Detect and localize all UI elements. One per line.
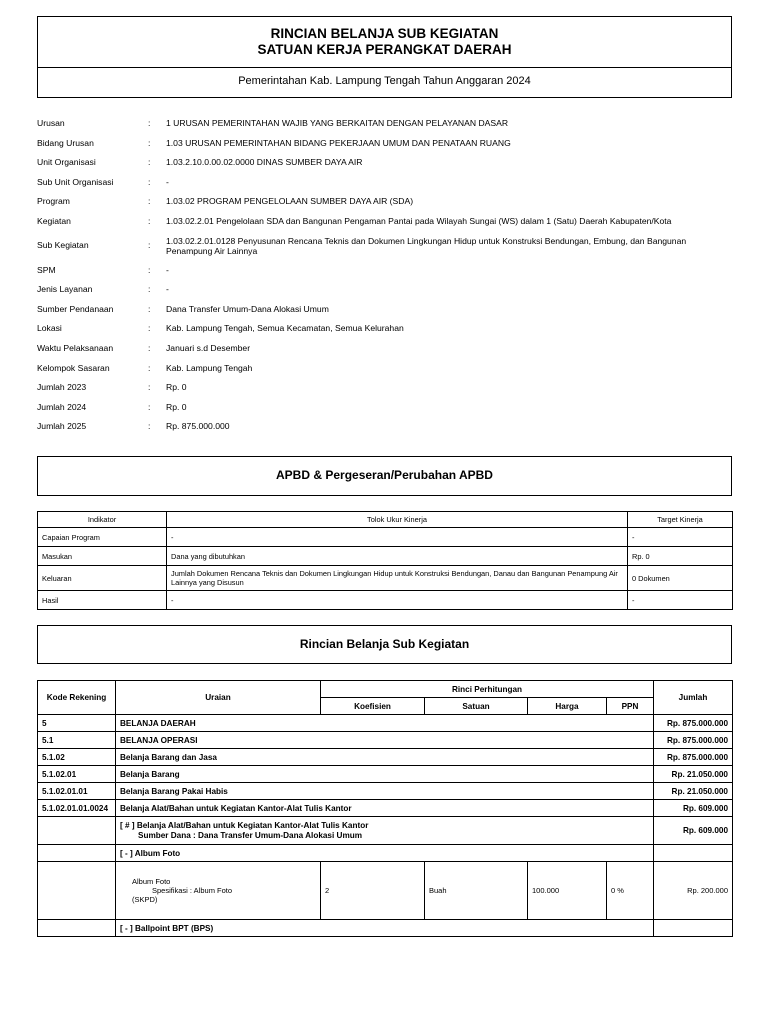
kode-cell: 5.1.02: [38, 749, 116, 766]
empty-kode-cell: [38, 845, 116, 862]
info-label: Jumlah 2023: [37, 382, 87, 392]
table-row: [38, 715, 733, 732]
kode-cell: 5: [38, 715, 116, 732]
info-colon: :: [148, 343, 151, 353]
info-label: Unit Organisasi: [37, 157, 96, 167]
uraian-cell: Belanja Alat/Bahan untuk Kegiatan Kantor-Alat Tulis Kantor: [116, 800, 654, 817]
tolok-ukur-cell: -: [167, 528, 628, 547]
table-row: [38, 783, 733, 800]
info-value: Rp. 0: [166, 382, 187, 392]
info-value: Rp. 0: [166, 402, 187, 412]
info-value: 1.03.2.10.0.00.02.0000 DINAS SUMBER DAYA AIR: [166, 157, 363, 167]
info-colon: :: [148, 196, 151, 206]
item-detail-row: [38, 862, 733, 920]
title-line-1: RINCIAN BELANJA SUB KEGIATAN: [270, 26, 499, 41]
indikator-cell: Hasil: [38, 591, 167, 610]
info-colon: :: [148, 363, 151, 373]
info-colon: :: [148, 323, 151, 333]
header-uraian: Uraian: [116, 681, 321, 715]
item-spec: Spesifikasi : Album Foto: [152, 886, 233, 895]
header-ppn: PPN: [607, 698, 654, 715]
info-value: 1.03.02.2.01 Pengelolaan SDA dan Bangunan Pengaman Pantai pada Wilayah Sungai (WS) dalam 1 (Satu) Daerah Kabupaten/Kota: [166, 216, 672, 226]
empty-jumlah-cell: [654, 920, 733, 937]
group-sumber-dana: Sumber Dana : Dana Transfer Umum-Dana Alokasi Umum: [138, 830, 362, 840]
tolok-ukur-cell: Dana yang dibutuhkan: [167, 547, 628, 566]
kode-cell: 5.1: [38, 732, 116, 749]
table-row: [38, 800, 733, 817]
kode-cell: 5.1.02.01.01.0024: [38, 800, 116, 817]
header-koefisien: Koefisien: [321, 698, 425, 715]
item-harga-cell: 100.000: [528, 862, 607, 920]
rincian-section-title: Rincian Belanja Sub Kegiatan: [37, 625, 732, 664]
uraian-cell: Belanja Barang dan Jasa: [116, 749, 654, 766]
header-satuan: Satuan: [425, 698, 528, 715]
item-koefisien-cell: 2: [321, 862, 425, 920]
header-rinci-perhitungan: Rinci Perhitungan: [321, 681, 654, 698]
table-row: [38, 591, 733, 610]
info-colon: :: [148, 421, 151, 431]
table-row: [38, 547, 733, 566]
info-label: Bidang Urusan: [37, 138, 94, 148]
indikator-cell: Masukan: [38, 547, 167, 566]
uraian-cell: Belanja Barang Pakai Habis: [116, 783, 654, 800]
info-value: Dana Transfer Umum-Dana Alokasi Umum: [166, 304, 329, 314]
title-divider: [38, 67, 731, 68]
header-kode-rekening: Kode Rekening: [38, 681, 116, 715]
info-value: Januari s.d Desember: [166, 343, 251, 353]
group-jumlah-cell: Rp. 609.000: [654, 817, 733, 845]
group-row: [38, 817, 733, 845]
info-label: Urusan: [37, 118, 65, 128]
jumlah-cell: Rp. 609.000: [654, 800, 733, 817]
info-value: 1.03.02 PROGRAM PENGELOLAAN SUMBER DAYA AIR (SDA): [166, 196, 414, 206]
indikator-cell: Keluaran: [38, 566, 167, 591]
uraian-cell: BELANJA DAERAH: [116, 715, 654, 732]
info-label: Jumlah 2025: [37, 421, 87, 431]
item-header-row: [38, 920, 733, 937]
tolok-ukur-cell: Jumlah Dokumen Rencana Teknis dan Dokumen Lingkungan Hidup untuk Konstruksi Bendungan, Danau dan Bangunan Penampung Air Lainnya yang Disusun: [167, 566, 628, 591]
document-subtitle: Pemerintahan Kab. Lampung Tengah Tahun Anggaran 2024: [238, 75, 531, 87]
target-cell: 0 Dokumen: [628, 566, 733, 591]
info-label: Kegiatan: [37, 216, 71, 226]
empty-jumlah-cell: [654, 845, 733, 862]
info-colon: :: [148, 265, 151, 275]
info-colon: :: [148, 138, 151, 148]
tolok-ukur-cell: -: [167, 591, 628, 610]
group-title: [ # ] Belanja Alat/Bahan untuk Kegiatan Kantor-Alat Tulis Kantor: [120, 820, 369, 830]
title-box: [37, 16, 732, 98]
jumlah-cell: Rp. 875.000.000: [654, 732, 733, 749]
table-row: [38, 749, 733, 766]
indikator-table: [37, 511, 733, 610]
apbd-section-title: APBD & Pergeseran/Perubahan APBD: [37, 456, 732, 496]
info-value: -: [166, 284, 169, 294]
info-label: Waktu Pelaksanaan: [37, 343, 114, 353]
table-row: [38, 528, 733, 547]
info-label: Sub Unit Organisasi: [37, 177, 114, 187]
item-satuan-cell: Buah: [425, 862, 528, 920]
info-value: Kab. Lampung Tengah, Semua Kecamatan, Semua Kelurahan: [166, 323, 404, 333]
jumlah-cell: Rp. 21.050.000: [654, 766, 733, 783]
info-colon: :: [148, 216, 151, 226]
item-header-cell: [ - ] Ballpoint BPT (BPS): [116, 920, 654, 937]
item-uraian-cell: [116, 862, 321, 920]
table-row: [38, 566, 733, 591]
header-harga: Harga: [528, 698, 607, 715]
table-row: [38, 732, 733, 749]
info-value: -: [166, 177, 169, 187]
header-jumlah: Jumlah: [654, 681, 733, 715]
table-row: [38, 766, 733, 783]
target-cell: -: [628, 528, 733, 547]
item-header-cell: [ - ] Album Foto: [116, 845, 654, 862]
info-value: 1.03 URUSAN PEMERINTAHAN BIDANG PEKERJAAN UMUM DAN PENATAAN RUANG: [166, 138, 511, 148]
info-value: -: [166, 265, 169, 275]
jumlah-cell: Rp. 875.000.000: [654, 715, 733, 732]
empty-kode-cell: [38, 817, 116, 845]
header-indikator: Indikator: [38, 512, 167, 528]
target-cell: Rp. 0: [628, 547, 733, 566]
item-skpd: (SKPD): [132, 895, 158, 904]
info-label: Kelompok Sasaran: [37, 363, 110, 373]
item-name: Album Foto: [132, 877, 171, 886]
info-colon: :: [148, 157, 151, 167]
target-cell: -: [628, 591, 733, 610]
belanja-table: [37, 680, 733, 937]
info-colon: :: [148, 177, 151, 187]
info-colon: :: [148, 382, 151, 392]
uraian-cell: Belanja Barang: [116, 766, 654, 783]
empty-kode-cell: [38, 920, 116, 937]
header-target: Target Kinerja: [628, 512, 733, 528]
kode-cell: 5.1.02.01.01: [38, 783, 116, 800]
group-uraian-cell: [116, 817, 654, 845]
title-line-2: SATUAN KERJA PERANGKAT DAERAH: [257, 42, 512, 57]
info-colon: :: [148, 284, 151, 294]
header-tolok-ukur: Tolok Ukur Kinerja: [167, 512, 628, 528]
indikator-header-row: [38, 512, 733, 528]
info-value: 1.03.02.2.01.0128 Penyusunan Rencana Teknis dan Dokumen Lingkungan Hidup untuk Konstruksi Bendungan, Embung, dan Bangunan Penampung Air Lainnya: [166, 236, 687, 256]
document-title: [38, 26, 731, 58]
item-ppn-cell: 0 %: [607, 862, 654, 920]
info-value: 1 URUSAN PEMERINTAHAN WAJIB YANG BERKAITAN DENGAN PELAYANAN DASAR: [166, 118, 509, 128]
uraian-cell: BELANJA OPERASI: [116, 732, 654, 749]
empty-kode-cell: [38, 862, 116, 920]
info-label: Jumlah 2024: [37, 402, 87, 412]
jumlah-cell: Rp. 21.050.000: [654, 783, 733, 800]
info-colon: :: [148, 304, 151, 314]
info-value: Rp. 875.000.000: [166, 421, 230, 431]
info-label: Jenis Layanan: [37, 284, 93, 294]
info-label: Sub Kegiatan: [37, 240, 89, 250]
info-colon: :: [148, 402, 151, 412]
info-value: Kab. Lampung Tengah: [166, 363, 253, 373]
jumlah-cell: Rp. 875.000.000: [654, 749, 733, 766]
info-label: Lokasi: [37, 323, 62, 333]
item-jumlah-cell: Rp. 200.000: [654, 862, 733, 920]
indikator-cell: Capaian Program: [38, 528, 167, 547]
info-label: Sumber Pendanaan: [37, 304, 114, 314]
belanja-header-row-1: [38, 681, 733, 698]
item-header-row: [38, 845, 733, 862]
info-colon: :: [148, 118, 151, 128]
info-label: SPM: [37, 265, 56, 275]
info-colon: :: [148, 240, 151, 250]
kode-cell: 5.1.02.01: [38, 766, 116, 783]
info-label: Program: [37, 196, 70, 206]
